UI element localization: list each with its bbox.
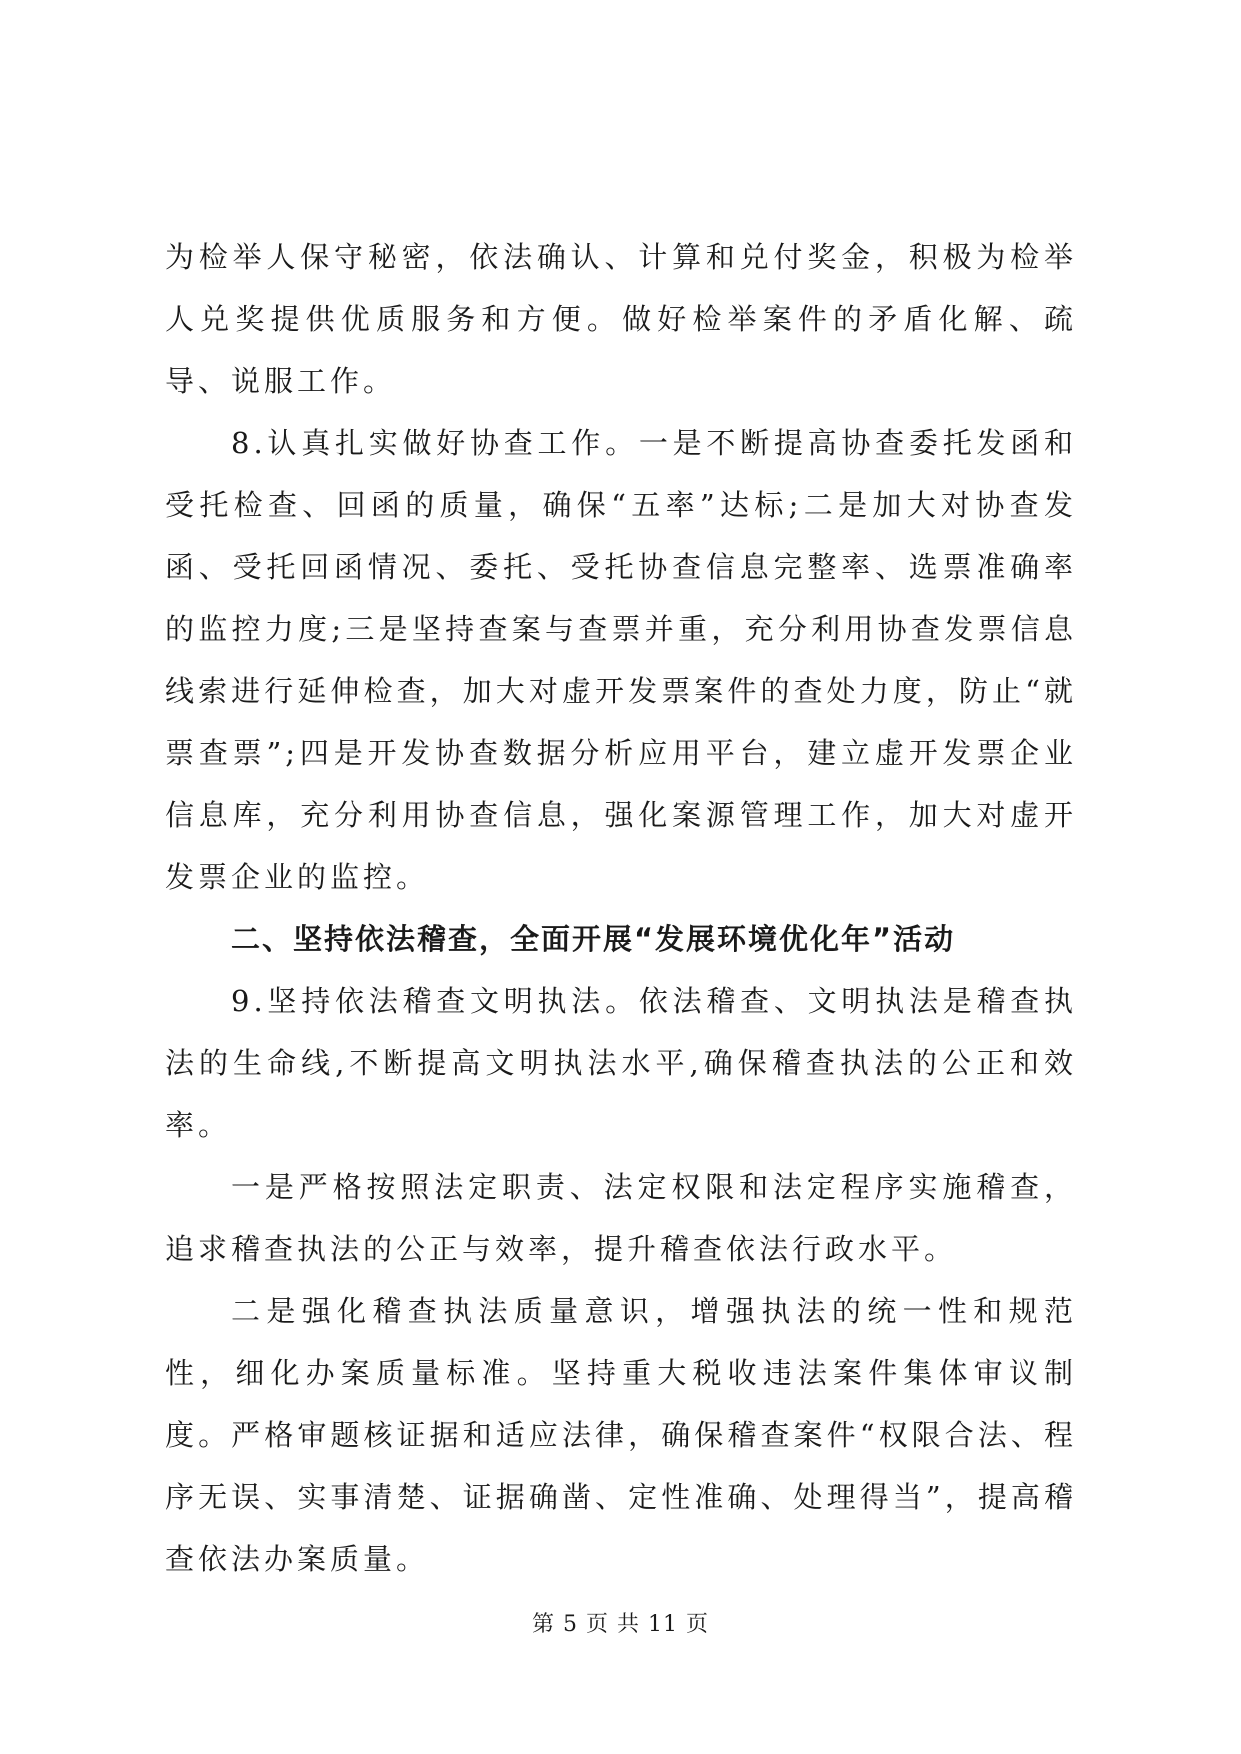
paragraph-point-2: 二是强化稽查执法质量意识，增强执法的统一性和规范性，细化办案质量标准。坚持重大税收违法案件集体审议制度。严格审题核证据和适应法律，确保稽查案件“权限合法、程序无误、实事清楚、证据确凿、定性准确、处理得当”，提高稽查依法办案质量。 (165, 1294, 1077, 1576)
paragraph-item-9: 9.坚持依法稽查文明执法。依法稽查、文明执法是稽查执法的生命线,不断提高文明执法水平,确保稽查执法的公正和效率。 (165, 984, 1077, 1142)
document-body (165, 226, 1077, 1590)
paragraph-point-1: 一是严格按照法定职责、法定权限和法定程序实施稽查，追求稽查执法的公正与效率，提升稽查依法行政水平。 (165, 1170, 1077, 1266)
paragraph-item-8: 8.认真扎实做好协查工作。一是不断提高协查委托发函和受托检查、回函的质量，确保“五率”达标;二是加大对协查发函、受托回函情况、委托、受托协查信息完整率、选票准确率的监控力度;三是坚持查案与查票并重，充分利用协查发票信息线索进行延伸检查，加大对虚开发票案件的查处力度，防止“就票查票”;四是开发协查数据分析应用平台，建立虚开发票企业信息库，充分利用协查信息，强化案源管理工作，加大对虚开发票企业的监控。 (165, 426, 1077, 894)
paragraph-continuation: 为检举人保守秘密，依法确认、计算和兑付奖金，积极为检举人兑奖提供优质服务和方便。做好检举案件的矛盾化解、疏导、说服工作。 (165, 240, 1077, 398)
page-number-footer: 第 5 页 共 11 页 (532, 1612, 709, 1637)
section-heading: 二、坚持依法稽查，全面开展“发展环境优化年”活动 (231, 922, 956, 956)
